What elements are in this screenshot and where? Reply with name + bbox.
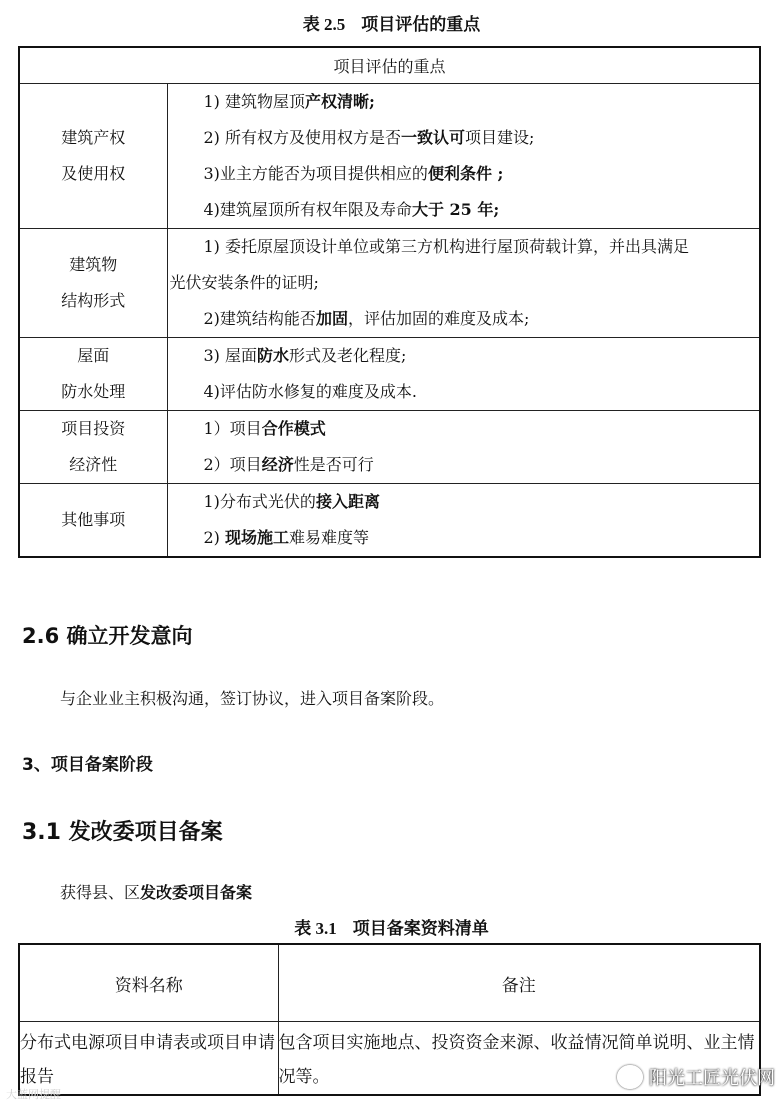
item-line (168, 229, 760, 265)
row-label-line: 防水处理 (61, 382, 126, 401)
item-line (168, 156, 760, 192)
item-bold-text: 便利条件 ; (427, 164, 504, 183)
item-text: 1）项目 (203, 419, 262, 438)
item-bold-text: 大于 25 年; (411, 200, 500, 219)
row-items (167, 338, 760, 411)
item-line (168, 192, 760, 228)
caption-text: 项目备案资料清单 (352, 919, 489, 939)
table-row (19, 84, 760, 229)
row-label-line: 其他事项 (61, 510, 126, 529)
caption-number: 表 3.1 (294, 919, 337, 938)
item-text: 1) 委托原屋顶设计单位或第三方机构进行屋顶荷载计算，并出具满足 (203, 237, 690, 256)
wechat-icon (617, 1065, 643, 1089)
item-bold-text: 经济 (261, 455, 294, 474)
item-text: 3) 屋面 (203, 346, 258, 365)
item-bold-text: 合作模式 (261, 419, 326, 438)
item-text: 1) 建筑物屋顶 (203, 92, 306, 111)
item-line (168, 374, 760, 410)
table-row (19, 338, 760, 411)
section-3-1-body (60, 880, 252, 903)
item-text-after: 项目建设; (465, 128, 535, 147)
item-text-after: 形式及老化程度; (289, 346, 407, 365)
item-line (168, 301, 760, 337)
row-label-line: 及使用权 (61, 164, 126, 183)
row-label (19, 338, 167, 411)
item-bold-text: 一致认可 (401, 128, 466, 147)
table-2-5-caption (0, 10, 783, 35)
row-label-line: 结构形式 (61, 291, 126, 310)
body-text: 获得县、区 (60, 883, 141, 902)
item-text: 2）项目 (203, 455, 262, 474)
item-text-after: 难易难度等 (289, 528, 370, 547)
row-items (167, 84, 760, 229)
caption-text: 项目评估的重点 (361, 15, 481, 35)
item-line (168, 411, 760, 447)
evaluation-table (18, 46, 761, 558)
row-label-line: 建筑物 (69, 255, 118, 274)
table-row (19, 411, 760, 484)
row-items (167, 484, 760, 558)
doc-remark-cell: 包含项目实施地点、投资资金来源、收益情况简单说明、业主情况等。 (278, 1022, 760, 1096)
item-text: 4)评估防水修复的难度及成本. (203, 382, 418, 401)
item-text-after: 性是否可行 (293, 455, 374, 474)
row-label (19, 411, 167, 484)
item-bold-text: 接入距离 (315, 492, 380, 511)
item-text-after: ，评估加固的难度及成本; (347, 309, 530, 328)
row-label-line: 建筑产权 (61, 128, 126, 147)
row-items (167, 229, 760, 338)
item-bold-text: 产权清晰; (305, 92, 375, 111)
item-line (168, 120, 760, 156)
body-bold-text: 发改委项目备案 (140, 883, 253, 902)
table-3-1-caption (0, 914, 783, 939)
table-row (19, 484, 760, 558)
item-bold-text: 防水 (257, 346, 290, 365)
row-label-line: 经济性 (69, 455, 118, 474)
item-line (168, 447, 760, 483)
row-items (167, 411, 760, 484)
section-3-1-heading: 3.1 发改委项目备案 (22, 820, 223, 845)
row-label (19, 229, 167, 338)
item-text: 2) 所有权方及使用权方是否 (203, 128, 402, 147)
item-line (168, 265, 760, 301)
col-header-remark: 备注 (278, 944, 760, 1022)
item-text: 2) (203, 528, 226, 547)
row-label-line: 屋面 (77, 346, 110, 365)
table-row (19, 229, 760, 338)
col-header-name: 资料名称 (19, 944, 278, 1022)
item-text: 2)建筑结构能否 (203, 309, 316, 328)
watermark-left: 大蓝网提醒 (6, 1088, 61, 1101)
row-label-line: 项目投资 (61, 419, 126, 438)
doc-name-cell: 分布式电源项目申请表或项目申请报告 (19, 1022, 278, 1096)
item-line (168, 520, 760, 556)
item-text: 4)建筑屋顶所有权年限及寿命 (203, 200, 412, 219)
item-line (168, 84, 760, 120)
watermark-right (617, 1064, 775, 1090)
section-3-heading: 3、项目备案阶段 (22, 755, 153, 775)
item-line (168, 338, 760, 374)
item-line (168, 484, 760, 520)
table-header: 项目评估的重点 (19, 47, 760, 84)
row-label (19, 484, 167, 558)
item-bold-text: 加固 (315, 309, 348, 328)
item-text: 3)业主方能否为项目提供相应的 (203, 164, 428, 183)
section-2-6-body: 与企业业主积极沟通，签订协议，进入项目备案阶段。 (60, 689, 445, 708)
row-label (19, 84, 167, 229)
item-text: 光伏安装条件的证明; (169, 273, 319, 292)
caption-number: 表 2.5 (302, 15, 346, 34)
item-bold-text: 现场施工 (225, 528, 290, 547)
watermark-text: 阳光工匠光伏网 (649, 1068, 775, 1089)
item-text: 1)分布式光伏的 (203, 492, 316, 511)
section-2-6-heading: 2.6 确立开发意向 (22, 624, 193, 648)
